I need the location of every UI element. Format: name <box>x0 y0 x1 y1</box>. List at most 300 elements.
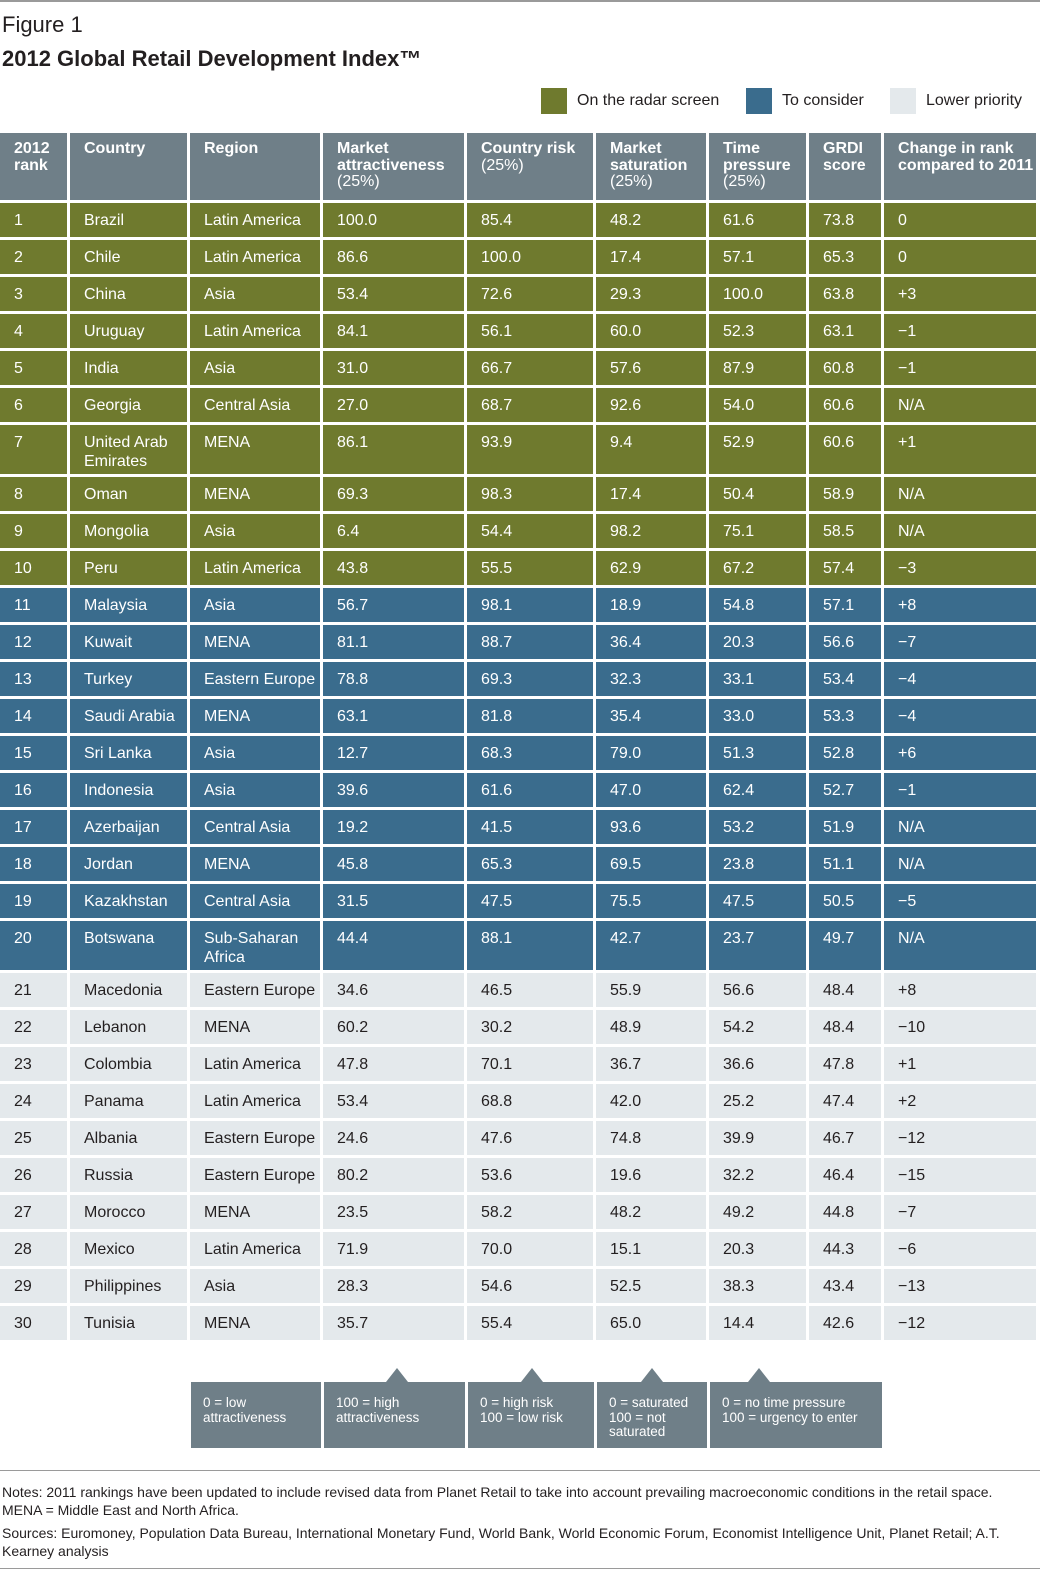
cell-country-risk: 47.5 <box>467 884 593 918</box>
note-time-pressure <box>710 1382 882 1448</box>
cell-market-saturation: 48.2 <box>596 1195 706 1229</box>
cell-country: Mongolia <box>70 514 187 548</box>
cell-country-risk: 68.3 <box>467 736 593 770</box>
cell-country-risk: 98.1 <box>467 588 593 622</box>
note-risk <box>468 1382 594 1448</box>
column-header-label: GRDI score <box>823 140 866 174</box>
table-row <box>0 477 1040 511</box>
cell-country-risk: 55.4 <box>467 1306 593 1340</box>
cell-country: Chile <box>70 240 187 274</box>
cell-market-attractiveness: 31.5 <box>323 884 464 918</box>
cell-market-saturation: 74.8 <box>596 1121 706 1155</box>
cell-grdi-score: 42.6 <box>809 1306 881 1340</box>
cell-grdi-score: 47.4 <box>809 1084 881 1118</box>
cell-rank: 4 <box>0 314 67 348</box>
cell-rank-change: −1 <box>884 314 1036 348</box>
column-header-label: Market saturation <box>610 140 688 174</box>
cell-market-saturation: 48.2 <box>596 203 706 237</box>
cell-region: MENA <box>190 477 320 511</box>
cell-region: Central Asia <box>190 884 320 918</box>
cell-country-risk: 85.4 <box>467 203 593 237</box>
table-row <box>0 277 1040 311</box>
cell-rank: 23 <box>0 1047 67 1081</box>
table-row <box>0 1121 1040 1155</box>
table-row <box>0 203 1040 237</box>
cell-rank: 18 <box>0 847 67 881</box>
cell-time-pressure: 20.3 <box>709 625 806 659</box>
cell-rank-change: +6 <box>884 736 1036 770</box>
cell-country: Brazil <box>70 203 187 237</box>
cell-rank-change: N/A <box>884 388 1036 422</box>
cell-time-pressure: 51.3 <box>709 736 806 770</box>
legend-item-consider <box>746 88 864 114</box>
cell-country: Kuwait <box>70 625 187 659</box>
legend-label-radar: On the radar screen <box>577 92 720 109</box>
cell-rank: 10 <box>0 551 67 585</box>
cell-country-risk: 30.2 <box>467 1010 593 1044</box>
column-header <box>190 133 320 200</box>
cell-market-saturation: 42.7 <box>596 921 706 970</box>
cell-market-saturation: 17.4 <box>596 240 706 274</box>
cell-country: Jordan <box>70 847 187 881</box>
cell-market-attractiveness: 23.5 <box>323 1195 464 1229</box>
cell-market-saturation: 69.5 <box>596 847 706 881</box>
cell-rank: 19 <box>0 884 67 918</box>
cell-region: MENA <box>190 847 320 881</box>
note-arrow-attractiveness <box>386 1368 408 1382</box>
note-arrow-saturation <box>641 1368 663 1382</box>
cell-grdi-score: 51.1 <box>809 847 881 881</box>
footnotes <box>2 1483 1032 1565</box>
note-attractiveness-high <box>324 1382 465 1448</box>
sources-text: Sources: Euromoney, Population Data Bureau, International Monetary Fund, World Bank, World Economic Forum, Economist Intelligence Unit, Planet Retail; A.T. Kearney analysis <box>2 1525 1000 1559</box>
cell-country-risk: 54.6 <box>467 1269 593 1303</box>
cell-grdi-score: 57.4 <box>809 551 881 585</box>
cell-country: Azerbaijan <box>70 810 187 844</box>
cell-rank: 29 <box>0 1269 67 1303</box>
cell-country: Russia <box>70 1158 187 1192</box>
note-saturation-text: 0 = saturated 100 = not saturated <box>609 1395 689 1439</box>
cell-rank: 3 <box>0 277 67 311</box>
cell-region: MENA <box>190 1010 320 1044</box>
note-attractiveness-low-text: 0 = low attractiveness <box>203 1395 287 1425</box>
cell-market-attractiveness: 60.2 <box>323 1010 464 1044</box>
cell-time-pressure: 33.0 <box>709 699 806 733</box>
column-header-weight: (25%) <box>610 173 653 190</box>
cell-time-pressure: 75.1 <box>709 514 806 548</box>
cell-rank-change: −1 <box>884 351 1036 385</box>
cell-region: Asia <box>190 588 320 622</box>
legend-item-radar <box>541 88 719 114</box>
column-header <box>709 133 806 200</box>
cell-region: Sub-Saharan Africa <box>190 921 320 970</box>
cell-country: Tunisia <box>70 1306 187 1340</box>
table-row <box>0 351 1040 385</box>
cell-grdi-score: 49.7 <box>809 921 881 970</box>
cell-rank: 11 <box>0 588 67 622</box>
cell-region: Asia <box>190 773 320 807</box>
cell-grdi-score: 63.8 <box>809 277 881 311</box>
cell-country-risk: 81.8 <box>467 699 593 733</box>
cell-region: Asia <box>190 277 320 311</box>
column-header <box>323 133 464 200</box>
cell-region: Eastern Europe <box>190 662 320 696</box>
cell-time-pressure: 50.4 <box>709 477 806 511</box>
bottom-rule <box>0 1568 1040 1569</box>
cell-region: Latin America <box>190 314 320 348</box>
cell-time-pressure: 54.2 <box>709 1010 806 1044</box>
cell-grdi-score: 73.8 <box>809 203 881 237</box>
cell-country: Uruguay <box>70 314 187 348</box>
cell-rank-change: N/A <box>884 847 1036 881</box>
cell-grdi-score: 60.6 <box>809 388 881 422</box>
cell-country-risk: 93.9 <box>467 425 593 474</box>
cell-country: Lebanon <box>70 1010 187 1044</box>
cell-grdi-score: 57.1 <box>809 588 881 622</box>
cell-market-attractiveness: 63.1 <box>323 699 464 733</box>
cell-market-saturation: 19.6 <box>596 1158 706 1192</box>
cell-grdi-score: 63.1 <box>809 314 881 348</box>
cell-grdi-score: 52.7 <box>809 773 881 807</box>
cell-region: Latin America <box>190 551 320 585</box>
cell-grdi-score: 43.4 <box>809 1269 881 1303</box>
cell-rank-change: N/A <box>884 921 1036 970</box>
cell-market-attractiveness: 78.8 <box>323 662 464 696</box>
cell-country-risk: 66.7 <box>467 351 593 385</box>
cell-market-attractiveness: 86.1 <box>323 425 464 474</box>
legend-swatch-consider <box>746 88 772 114</box>
cell-country-risk: 68.8 <box>467 1084 593 1118</box>
cell-time-pressure: 56.6 <box>709 973 806 1007</box>
cell-region: Latin America <box>190 1084 320 1118</box>
cell-time-pressure: 38.3 <box>709 1269 806 1303</box>
cell-grdi-score: 48.4 <box>809 973 881 1007</box>
cell-rank-change: −6 <box>884 1232 1036 1266</box>
cell-market-attractiveness: 80.2 <box>323 1158 464 1192</box>
table-row <box>0 810 1040 844</box>
cell-market-saturation: 98.2 <box>596 514 706 548</box>
cell-time-pressure: 47.5 <box>709 884 806 918</box>
cell-region: Eastern Europe <box>190 1121 320 1155</box>
table-row <box>0 1269 1040 1303</box>
cell-time-pressure: 87.9 <box>709 351 806 385</box>
cell-rank-change: +1 <box>884 425 1036 474</box>
cell-market-saturation: 15.1 <box>596 1232 706 1266</box>
cell-country: Indonesia <box>70 773 187 807</box>
cell-market-saturation: 47.0 <box>596 773 706 807</box>
cell-grdi-score: 65.3 <box>809 240 881 274</box>
column-header <box>70 133 187 200</box>
cell-grdi-score: 46.4 <box>809 1158 881 1192</box>
cell-country: Macedonia <box>70 973 187 1007</box>
cell-market-saturation: 55.9 <box>596 973 706 1007</box>
cell-country: Malaysia <box>70 588 187 622</box>
cell-market-attractiveness: 6.4 <box>323 514 464 548</box>
cell-market-attractiveness: 43.8 <box>323 551 464 585</box>
cell-grdi-score: 50.5 <box>809 884 881 918</box>
note-risk-text: 0 = high risk 100 = low risk <box>480 1395 563 1425</box>
cell-market-saturation: 36.7 <box>596 1047 706 1081</box>
cell-market-attractiveness: 47.8 <box>323 1047 464 1081</box>
cell-rank-change: −5 <box>884 884 1036 918</box>
cell-country-risk: 46.5 <box>467 973 593 1007</box>
cell-rank-change: −7 <box>884 625 1036 659</box>
cell-rank-change: N/A <box>884 477 1036 511</box>
cell-rank: 30 <box>0 1306 67 1340</box>
cell-time-pressure: 39.9 <box>709 1121 806 1155</box>
figure-label: Figure 1 <box>2 12 83 37</box>
cell-rank-change: −15 <box>884 1158 1036 1192</box>
column-header <box>0 133 67 200</box>
table-row <box>0 425 1040 474</box>
cell-grdi-score: 60.6 <box>809 425 881 474</box>
legend <box>0 88 1040 116</box>
column-header <box>884 133 1036 200</box>
cell-rank-change: 0 <box>884 203 1036 237</box>
cell-rank: 8 <box>0 477 67 511</box>
cell-country: Kazakhstan <box>70 884 187 918</box>
cell-grdi-score: 47.8 <box>809 1047 881 1081</box>
cell-region: MENA <box>190 625 320 659</box>
table-row <box>0 699 1040 733</box>
table-row <box>0 773 1040 807</box>
cell-rank: 28 <box>0 1232 67 1266</box>
legend-label-consider: To consider <box>782 92 864 109</box>
cell-time-pressure: 54.8 <box>709 588 806 622</box>
cell-grdi-score: 53.4 <box>809 662 881 696</box>
cell-market-attractiveness: 35.7 <box>323 1306 464 1340</box>
cell-region: MENA <box>190 1195 320 1229</box>
notes-text: Notes: 2011 rankings have been updated to include revised data from Planet Retail to take into account prevailing macroeconomic conditions in the retail space. MENA = Middle East and North Africa. <box>2 1484 993 1518</box>
cell-time-pressure: 14.4 <box>709 1306 806 1340</box>
cell-country: United Arab Emirates <box>70 425 187 474</box>
cell-rank-change: 0 <box>884 240 1036 274</box>
table-row <box>0 1158 1040 1192</box>
cell-rank-change: −12 <box>884 1306 1036 1340</box>
cell-region: MENA <box>190 699 320 733</box>
cell-rank: 25 <box>0 1121 67 1155</box>
table-row <box>0 588 1040 622</box>
cell-rank: 9 <box>0 514 67 548</box>
cell-market-attractiveness: 45.8 <box>323 847 464 881</box>
cell-grdi-score: 58.5 <box>809 514 881 548</box>
cell-rank: 2 <box>0 240 67 274</box>
cell-rank-change: −4 <box>884 699 1036 733</box>
cell-time-pressure: 23.7 <box>709 921 806 970</box>
legend-item-lower <box>890 88 1022 114</box>
cell-country: India <box>70 351 187 385</box>
cell-country: Mexico <box>70 1232 187 1266</box>
column-header <box>467 133 593 200</box>
column-header-weight: (25%) <box>481 156 524 174</box>
cell-market-saturation: 18.9 <box>596 588 706 622</box>
cell-region: Latin America <box>190 203 320 237</box>
cell-region: Asia <box>190 514 320 548</box>
cell-country-risk: 56.1 <box>467 314 593 348</box>
cell-rank: 6 <box>0 388 67 422</box>
column-header-label: Change in rank compared to 2011 <box>898 140 1034 174</box>
cell-country-risk: 58.2 <box>467 1195 593 1229</box>
cell-time-pressure: 36.6 <box>709 1047 806 1081</box>
cell-country-risk: 65.3 <box>467 847 593 881</box>
table-row <box>0 551 1040 585</box>
cell-market-saturation: 57.6 <box>596 351 706 385</box>
cell-country: Oman <box>70 477 187 511</box>
table-row <box>0 388 1040 422</box>
cell-rank: 16 <box>0 773 67 807</box>
cell-country-risk: 68.7 <box>467 388 593 422</box>
cell-grdi-score: 48.4 <box>809 1010 881 1044</box>
cell-rank-change: −10 <box>884 1010 1036 1044</box>
table-row <box>0 314 1040 348</box>
cell-market-attractiveness: 24.6 <box>323 1121 464 1155</box>
cell-grdi-score: 44.3 <box>809 1232 881 1266</box>
cell-region: Eastern Europe <box>190 973 320 1007</box>
cell-rank-change: +2 <box>884 1084 1036 1118</box>
cell-market-attractiveness: 44.4 <box>323 921 464 970</box>
cell-region: Eastern Europe <box>190 1158 320 1192</box>
cell-country: Colombia <box>70 1047 187 1081</box>
cell-country-risk: 61.6 <box>467 773 593 807</box>
table-row <box>0 1010 1040 1044</box>
column-header-weight: (25%) <box>723 173 766 190</box>
cell-region: Asia <box>190 351 320 385</box>
cell-market-saturation: 92.6 <box>596 388 706 422</box>
cell-market-attractiveness: 84.1 <box>323 314 464 348</box>
cell-market-saturation: 29.3 <box>596 277 706 311</box>
cell-market-attractiveness: 56.7 <box>323 588 464 622</box>
cell-time-pressure: 33.1 <box>709 662 806 696</box>
table-row <box>0 847 1040 881</box>
cell-country: Sri Lanka <box>70 736 187 770</box>
note-arrow-time-pressure <box>748 1368 770 1382</box>
cell-country: Saudi Arabia <box>70 699 187 733</box>
table-row <box>0 1084 1040 1118</box>
cell-market-saturation: 60.0 <box>596 314 706 348</box>
cell-market-attractiveness: 27.0 <box>323 388 464 422</box>
cell-market-attractiveness: 69.3 <box>323 477 464 511</box>
cell-market-saturation: 42.0 <box>596 1084 706 1118</box>
cell-time-pressure: 52.9 <box>709 425 806 474</box>
cell-market-saturation: 65.0 <box>596 1306 706 1340</box>
cell-time-pressure: 100.0 <box>709 277 806 311</box>
cell-time-pressure: 61.6 <box>709 203 806 237</box>
cell-market-saturation: 9.4 <box>596 425 706 474</box>
note-saturation <box>597 1382 707 1448</box>
cell-country-risk: 47.6 <box>467 1121 593 1155</box>
cell-rank: 15 <box>0 736 67 770</box>
cell-time-pressure: 32.2 <box>709 1158 806 1192</box>
cell-rank-change: −3 <box>884 551 1036 585</box>
table-row <box>0 240 1040 274</box>
cell-country: Botswana <box>70 921 187 970</box>
cell-market-saturation: 62.9 <box>596 551 706 585</box>
cell-rank: 20 <box>0 921 67 970</box>
cell-country: Morocco <box>70 1195 187 1229</box>
cell-market-saturation: 36.4 <box>596 625 706 659</box>
header-row <box>0 133 1040 200</box>
cell-country-risk: 72.6 <box>467 277 593 311</box>
cell-rank: 22 <box>0 1010 67 1044</box>
cell-country: Albania <box>70 1121 187 1155</box>
cell-region: Asia <box>190 1269 320 1303</box>
cell-country-risk: 70.0 <box>467 1232 593 1266</box>
cell-grdi-score: 56.6 <box>809 625 881 659</box>
cell-country: China <box>70 277 187 311</box>
cell-rank-change: −1 <box>884 773 1036 807</box>
cell-market-attractiveness: 28.3 <box>323 1269 464 1303</box>
cell-grdi-score: 46.7 <box>809 1121 881 1155</box>
cell-time-pressure: 49.2 <box>709 1195 806 1229</box>
cell-market-attractiveness: 81.1 <box>323 625 464 659</box>
cell-region: Central Asia <box>190 388 320 422</box>
cell-country-risk: 88.7 <box>467 625 593 659</box>
cell-rank: 14 <box>0 699 67 733</box>
column-header-label: Country <box>84 140 146 157</box>
table-row <box>0 662 1040 696</box>
table-row <box>0 884 1040 918</box>
grdi-table <box>0 133 1040 1343</box>
cell-rank: 5 <box>0 351 67 385</box>
cell-market-attractiveness: 100.0 <box>323 203 464 237</box>
cell-country-risk: 41.5 <box>467 810 593 844</box>
cell-rank-change: +1 <box>884 1047 1036 1081</box>
column-header-label: Country risk <box>481 140 576 157</box>
cell-country: Philippines <box>70 1269 187 1303</box>
cell-rank: 27 <box>0 1195 67 1229</box>
cell-rank-change: +8 <box>884 588 1036 622</box>
cell-grdi-score: 51.9 <box>809 810 881 844</box>
cell-grdi-score: 44.8 <box>809 1195 881 1229</box>
cell-rank-change: −13 <box>884 1269 1036 1303</box>
cell-country: Peru <box>70 551 187 585</box>
note-attractiveness-low <box>191 1382 321 1448</box>
cell-country-risk: 55.5 <box>467 551 593 585</box>
cell-region: Asia <box>190 736 320 770</box>
cell-time-pressure: 20.3 <box>709 1232 806 1266</box>
cell-market-attractiveness: 71.9 <box>323 1232 464 1266</box>
column-header-label: Region <box>204 140 259 157</box>
cell-region: Latin America <box>190 1047 320 1081</box>
table-row <box>0 1232 1040 1266</box>
cell-time-pressure: 53.2 <box>709 810 806 844</box>
cell-rank: 26 <box>0 1158 67 1192</box>
cell-market-saturation: 79.0 <box>596 736 706 770</box>
cell-time-pressure: 57.1 <box>709 240 806 274</box>
legend-swatch-radar <box>541 88 567 114</box>
cell-country: Turkey <box>70 662 187 696</box>
cell-rank-change: +3 <box>884 277 1036 311</box>
cell-rank: 24 <box>0 1084 67 1118</box>
cell-market-saturation: 35.4 <box>596 699 706 733</box>
cell-rank-change: N/A <box>884 514 1036 548</box>
cell-rank: 12 <box>0 625 67 659</box>
note-time-pressure-text: 0 = no time pressure 100 = urgency to enter <box>722 1395 858 1425</box>
cell-grdi-score: 53.3 <box>809 699 881 733</box>
table-row <box>0 921 1040 970</box>
cell-region: Latin America <box>190 1232 320 1266</box>
cell-time-pressure: 52.3 <box>709 314 806 348</box>
chart-title: 2012 Global Retail Development Index™ <box>2 46 422 71</box>
cell-rank: 13 <box>0 662 67 696</box>
cell-rank-change: +8 <box>884 973 1036 1007</box>
cell-market-attractiveness: 53.4 <box>323 277 464 311</box>
table-row <box>0 514 1040 548</box>
table-row <box>0 1047 1040 1081</box>
cell-market-saturation: 32.3 <box>596 662 706 696</box>
cell-rank-change: −7 <box>884 1195 1036 1229</box>
cell-market-attractiveness: 39.6 <box>323 773 464 807</box>
